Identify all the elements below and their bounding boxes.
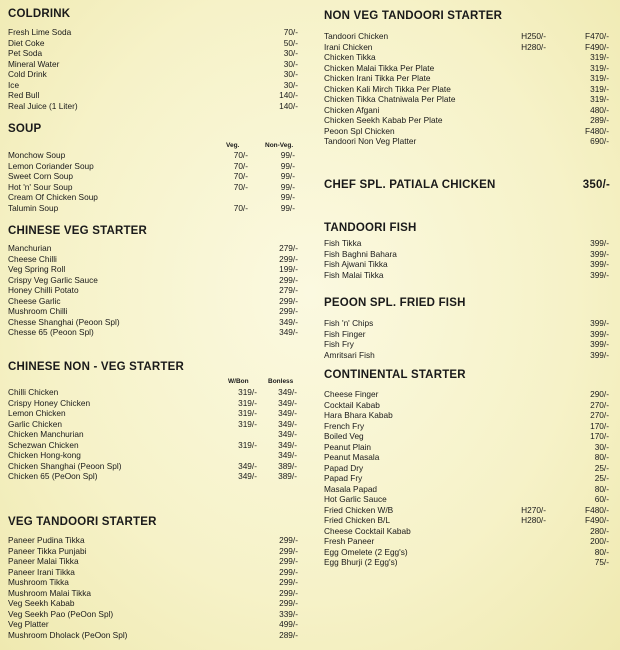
menu-item-name: Cocktail Kabab [324, 399, 380, 410]
menu-item-name: Papad Dry [324, 462, 364, 473]
menu-item [324, 547, 610, 558]
menu-item-name: Fish Ajwani Tikka [324, 259, 388, 269]
chinese-veg-list [8, 243, 298, 338]
menu-item-name: Tandoori Non Veg Platter [324, 136, 417, 146]
menu-item-price-secondary: 319/- [590, 62, 609, 73]
menu-item-name: Mineral Water [8, 58, 60, 69]
veg-tandoori-list [8, 535, 298, 640]
menu-item [8, 80, 298, 91]
menu-item-price-secondary: F480/- [585, 125, 609, 136]
menu-item-price-primary: H280/- [521, 41, 546, 52]
menu-item [8, 577, 298, 588]
menu-item-price-secondary: 80/- [594, 546, 609, 557]
menu-item-name: Papad Fry [324, 473, 363, 483]
menu-item [324, 515, 610, 526]
menu-item-price-secondary: 60/- [594, 494, 609, 504]
menu-item-price: 30/- [283, 79, 298, 90]
menu-item [8, 171, 298, 182]
menu-item-name: Cream Of Chicken Soup [8, 192, 98, 202]
menu-item-name: Mushroom Chilli [8, 306, 68, 316]
chef-special-price: 350/- [582, 179, 610, 191]
menu-item-name: Irani Chicken [324, 41, 373, 52]
menu-item-price-primary: 319/- [238, 387, 257, 397]
menu-item-price-secondary: 99/- [280, 171, 295, 181]
menu-item-name: Chicken Tikka [324, 52, 376, 62]
menu-item [324, 136, 610, 147]
menu-item [324, 259, 610, 270]
menu-item [324, 94, 610, 105]
menu-item-price: 399/- [590, 349, 609, 360]
menu-item-price-secondary: 319/- [590, 83, 609, 94]
menu-item [8, 429, 298, 440]
menu-item-price-secondary: 319/- [590, 52, 609, 62]
menu-item-price: 50/- [283, 37, 298, 48]
menu-item-name: Veg Platter [8, 619, 49, 629]
menu-item-name: Cheese Cocktail Kabab [324, 525, 411, 536]
menu-item [324, 452, 610, 463]
menu-item-name: Sweet Corn Soup [8, 171, 74, 181]
menu-item [8, 609, 298, 620]
menu-item-name: Schezwan Chicken [8, 439, 79, 450]
menu-item [8, 630, 298, 641]
menu-item-name: Red Bull [8, 90, 40, 100]
menu-item-name: Fish Finger [324, 328, 366, 339]
menu-item-price-primary: H280/- [521, 515, 546, 525]
menu-item-name: Fried Chicken W/B [324, 504, 394, 515]
menu-item-name: Mushroom Tikka [8, 577, 69, 587]
menu-item-price-secondary: 270/- [590, 399, 609, 410]
menu-item-price: 299/- [279, 535, 298, 545]
menu-item-price-secondary: F470/- [585, 31, 609, 41]
menu-item-name: Paneer Pudina Tikka [8, 535, 85, 545]
menu-item-name: Boiled Veg [324, 431, 364, 441]
menu-item-price: 349/- [279, 327, 298, 337]
menu-item-name: Mushroom Malai Tikka [8, 587, 91, 598]
menu-item-price-primary: H270/- [521, 504, 546, 515]
menu-item-price-secondary: F480/- [585, 504, 609, 515]
menu-item [324, 389, 610, 400]
menu-item-price-secondary: 480/- [590, 104, 609, 115]
menu-item [8, 264, 298, 275]
menu-item [8, 161, 298, 172]
menu-item [8, 182, 298, 193]
menu-item [8, 69, 298, 80]
menu-item [8, 101, 298, 112]
menu-item [324, 484, 610, 495]
menu-item [324, 73, 610, 84]
menu-item-price-primary: 319/- [238, 408, 257, 418]
menu-item-name: Fresh Paneer [324, 536, 375, 546]
menu-item [324, 463, 610, 474]
menu-item-price-secondary: 319/- [590, 94, 609, 104]
menu-item-price-secondary: 349/- [278, 418, 297, 429]
menu-item [8, 203, 298, 214]
menu-item-price-primary: 349/- [238, 460, 257, 471]
menu-item-price-primary: 319/- [238, 397, 257, 408]
menu-item-price: 299/- [279, 545, 298, 556]
menu-item-name: Chesse Shanghai (Peoon Spl) [8, 316, 120, 327]
menu-item-name: Hot 'n' Sour Soup [8, 181, 73, 192]
menu-item-name: Cheese Chilli [8, 253, 57, 264]
menu-item [324, 238, 610, 249]
soup-col-veg-header: Veg. [226, 142, 240, 149]
menu-item-price: 199/- [279, 264, 298, 274]
menu-item [8, 598, 298, 609]
menu-item-name: Cheese Finger [324, 389, 379, 399]
menu-item-price-secondary: 99/- [280, 202, 295, 213]
menu-item [8, 327, 298, 338]
menu-item [324, 318, 610, 329]
menu-item [324, 410, 610, 421]
menu-item-price-secondary: 75/- [594, 557, 609, 567]
menu-item-name: Chicken Irani Tikka Per Plate [324, 73, 431, 83]
menu-item-price-primary: 319/- [238, 439, 257, 450]
menu-item-price-secondary: 690/- [590, 136, 609, 146]
menu-item [8, 48, 298, 59]
menu-item [324, 442, 610, 453]
menu-item-name: Peanut Plain [324, 441, 372, 452]
section-title-chinese-veg: CHINESE VEG STARTER [8, 225, 148, 237]
menu-item-price-secondary: 289/- [590, 115, 609, 125]
soup-list [8, 150, 298, 213]
menu-item [324, 31, 610, 42]
menu-item-price-primary: 70/- [233, 171, 248, 181]
menu-item-price-secondary: F490/- [585, 41, 609, 52]
menu-item-name: Lemon Coriander Soup [8, 160, 94, 171]
menu-item [8, 398, 298, 409]
menu-item-name: French Fry [324, 420, 365, 431]
menu-item-price-secondary: 389/- [278, 460, 297, 471]
menu-item [324, 105, 610, 116]
menu-item-name: Garlic Chicken [8, 418, 62, 429]
menu-item-name: Real Juice (1 Liter) [8, 100, 78, 111]
menu-item-price: 299/- [279, 587, 298, 598]
menu-item-name: Pet Soda [8, 48, 43, 58]
menu-item-price: 140/- [279, 100, 298, 111]
menu-item [8, 588, 298, 599]
menu-item-price: 299/- [279, 306, 298, 316]
menu-item-name: Veg Spring Roll [8, 264, 66, 274]
menu-item [8, 306, 298, 317]
soup-col-nonveg-header: Non-Veg. [265, 142, 294, 149]
menu-item-price-primary: 70/- [233, 150, 248, 160]
menu-item [8, 535, 298, 546]
menu-item-price-secondary: 80/- [594, 452, 609, 462]
tandoori-fish-list [324, 238, 610, 280]
menu-item [8, 546, 298, 557]
section-title-tandoori-fish: TANDOORI FISH [324, 222, 417, 234]
menu-item-price: 299/- [279, 598, 298, 608]
menu-item-name: Chicken Malai Tikka Per Plate [324, 62, 435, 73]
menu-item-name: Masala Papad [324, 483, 378, 494]
menu-item-name: Chicken Kali Mirch Tikka Per Plate [324, 83, 451, 94]
menu-item-name: Paneer Tikka Punjabi [8, 545, 87, 556]
menu-item [8, 285, 298, 296]
section-title-fried-fish: PEOON SPL. FRIED FISH [324, 297, 466, 309]
menu-item-price-secondary: 349/- [278, 429, 297, 439]
section-title-coldrink: COLDRINK [8, 8, 71, 20]
menu-item [324, 536, 610, 547]
menu-item-name: Chilli Chicken [8, 387, 59, 397]
menu-item-price-primary: H250/- [521, 31, 546, 41]
menu-item-price: 399/- [590, 269, 609, 280]
menu-item-price-primary: 70/- [233, 160, 248, 171]
menu-item [8, 296, 298, 307]
menu-item-price-primary: 70/- [233, 181, 248, 192]
menu-item-name: Fish Fry [324, 339, 354, 349]
menu-item-name: Fried Chicken B/L [324, 515, 390, 525]
menu-item-price: 339/- [279, 608, 298, 619]
menu-item-price-secondary: 349/- [278, 439, 297, 450]
menu-item-price-secondary: 270/- [590, 410, 609, 420]
menu-item-name: Chicken Shanghai (Peoon Spl) [8, 460, 122, 471]
menu-item-name: Ice [8, 79, 20, 90]
menu-item-name: Lemon Chicken [8, 408, 66, 418]
menu-item-price: 289/- [279, 629, 298, 640]
menu-item [8, 38, 298, 49]
menu-item [8, 59, 298, 70]
menu-item-name: Cheese Garlic [8, 295, 61, 306]
menu-item [324, 505, 610, 516]
menu-item [324, 494, 610, 505]
menu-item-name: Crispy Veg Garlic Sauce [8, 274, 98, 285]
menu-item-name: Chicken 65 (PeOon Spl) [8, 471, 98, 481]
menu-item-price: 399/- [590, 238, 609, 248]
menu-item-price: 399/- [590, 259, 609, 269]
chinese-nonveg-col-wbon-header: W/Bon [228, 378, 249, 385]
menu-item-name: Veg Seekh Kabab [8, 598, 75, 608]
menu-item-price-secondary: 99/- [280, 192, 295, 202]
menu-item-price: 499/- [279, 619, 298, 629]
menu-item-price-secondary: 80/- [594, 483, 609, 494]
menu-item [324, 52, 610, 63]
menu-item-price: 279/- [279, 243, 298, 253]
menu-item-name: Paneer Irani Tikka [8, 566, 75, 577]
menu-item-price-secondary: 349/- [278, 450, 297, 460]
nonveg-tandoori-list [324, 31, 610, 147]
menu-item [324, 84, 610, 95]
menu-item-name: Paneer Malai Tikka [8, 556, 79, 566]
menu-item-price-secondary: 99/- [280, 150, 295, 160]
menu-item [8, 567, 298, 578]
menu-item-price-secondary: 170/- [590, 431, 609, 441]
menu-item [8, 150, 298, 161]
menu-item-price: 349/- [279, 316, 298, 327]
fried-fish-list [324, 318, 610, 360]
menu-item-price-primary: 349/- [238, 471, 257, 481]
menu-item [8, 440, 298, 451]
menu-item [8, 27, 298, 38]
menu-item-price-primary: 319/- [238, 418, 257, 429]
menu-item-price: 70/- [283, 27, 298, 37]
menu-item-price-primary: 70/- [233, 202, 248, 213]
menu-item [8, 317, 298, 328]
menu-item-name: Chicken Afgani [324, 104, 380, 115]
menu-item-price-secondary: 319/- [590, 73, 609, 83]
menu-item-name: Fish Malai Tikka [324, 269, 384, 280]
menu-item-price-secondary: 280/- [590, 525, 609, 536]
menu-item [324, 473, 610, 484]
menu-item-price-secondary: F490/- [585, 515, 609, 525]
menu-item-name: Chesse 65 (Peoon Spl) [8, 327, 94, 337]
menu-item [8, 556, 298, 567]
menu-item [8, 450, 298, 461]
menu-item-price: 299/- [279, 274, 298, 285]
menu-item-price: 299/- [279, 253, 298, 264]
menu-item-name: Cold Drink [8, 69, 47, 79]
menu-item-name: Chicken Manchurian [8, 429, 84, 439]
menu-item [324, 431, 610, 442]
menu-item-name: Amritsari Fish [324, 349, 375, 360]
menu-item-price-secondary: 30/- [594, 441, 609, 452]
menu-item-name: Egg Omelete (2 Egg's) [324, 546, 408, 557]
menu-item-name: Honey Chilli Potato [8, 285, 79, 295]
menu-item-price: 299/- [279, 566, 298, 577]
menu-item [324, 329, 610, 340]
menu-item-price: 399/- [590, 328, 609, 339]
menu-item [324, 421, 610, 432]
menu-item-name: Mushroom Dholack (PeOon Spl) [8, 629, 128, 640]
menu-item-name: Hara Bhara Kabab [324, 410, 393, 420]
menu-item [324, 126, 610, 137]
menu-item [324, 350, 610, 361]
menu-item-name: Chicken Tikka Chatniwala Per Plate [324, 94, 456, 104]
menu-item [8, 461, 298, 472]
menu-item [8, 243, 298, 254]
menu-item-price-secondary: 25/- [594, 462, 609, 473]
menu-item [8, 619, 298, 630]
menu-item-price: 30/- [283, 58, 298, 69]
menu-item-price: 399/- [590, 248, 609, 259]
menu-item-name: Crispy Honey Chicken [8, 397, 91, 408]
menu-item-name: Monchow Soup [8, 150, 66, 160]
menu-item-price: 279/- [279, 285, 298, 295]
menu-item [8, 408, 298, 419]
menu-item-price-secondary: 290/- [590, 389, 609, 399]
menu-item-price-secondary: 349/- [278, 387, 297, 397]
menu-item [324, 339, 610, 350]
menu-item [324, 42, 610, 53]
menu-item [324, 249, 610, 260]
menu-item-price: 399/- [590, 318, 609, 328]
menu-item-name: Chicken Seekh Kabab Per Plate [324, 115, 443, 125]
section-title-veg-tandoori: VEG TANDOORI STARTER [8, 516, 157, 528]
menu-item-price-secondary: 25/- [594, 473, 609, 483]
menu-item-name: Talumin Soup [8, 202, 59, 213]
menu-item [8, 275, 298, 286]
menu-item [8, 192, 298, 203]
menu-item-name: Fish Baghni Bahara [324, 248, 397, 259]
menu-item-price: 299/- [279, 556, 298, 566]
menu-item-price: 299/- [279, 295, 298, 306]
menu-item [324, 270, 610, 281]
menu-item-name: Fresh Lime Soda [8, 27, 72, 37]
menu-item-price-secondary: 170/- [590, 420, 609, 431]
menu-item [8, 419, 298, 430]
menu-item-price: 30/- [283, 69, 298, 79]
menu-item [324, 557, 610, 568]
menu-item-price: 299/- [279, 577, 298, 587]
menu-item-name: Veg Seekh Pao (PeOon Spl) [8, 608, 114, 619]
menu-item [324, 526, 610, 537]
coldrink-list [8, 27, 298, 111]
section-title-nonveg-tandoori: NON VEG TANDOORI STARTER [324, 10, 503, 22]
menu-item-name: Fish 'n' Chips [324, 318, 374, 328]
menu-item-price: 140/- [279, 90, 298, 100]
menu-item-price-secondary: 99/- [280, 160, 295, 171]
menu-item [8, 471, 298, 482]
menu-item-price: 30/- [283, 48, 298, 58]
continental-list [324, 389, 610, 568]
menu-item [8, 90, 298, 101]
menu-item [8, 254, 298, 265]
menu-item-name: Hot Garlic Sauce [324, 494, 387, 504]
menu-item [324, 400, 610, 411]
section-title-soup: SOUP [8, 123, 42, 135]
menu-item-name: Tandoori Chicken [324, 31, 389, 41]
menu-item-price-secondary: 349/- [278, 397, 297, 408]
menu-item-price-secondary: 99/- [280, 181, 295, 192]
chinese-nonveg-list [8, 387, 298, 482]
menu-item-price-secondary: 349/- [278, 408, 297, 418]
menu-item-name: Fish Tikka [324, 238, 362, 248]
menu-item-name: Diet Coke [8, 37, 45, 48]
menu-item-price-secondary: 200/- [590, 536, 609, 546]
section-title-continental: CONTINENTAL STARTER [324, 369, 466, 381]
menu-item-name: Peoon Spl Chicken [324, 125, 395, 136]
menu-item-name: Manchurian [8, 243, 52, 253]
menu-item-name: Peanut Masala [324, 452, 380, 462]
section-title-chinese-nonveg: CHINESE NON - VEG STARTER [8, 361, 185, 373]
menu-item [8, 387, 298, 398]
menu-item [324, 63, 610, 74]
menu-item-name: Egg Bhurji (2 Egg's) [324, 557, 398, 567]
chinese-nonveg-col-bonless-header: Bonless [268, 378, 294, 385]
menu-item [324, 115, 610, 126]
menu-item-name: Chicken Hong-kong [8, 450, 81, 460]
chef-special-title: CHEF SPL. PATIALA CHICKEN [324, 179, 496, 191]
menu-item-price-secondary: 389/- [278, 471, 297, 481]
menu-item-price: 399/- [590, 339, 609, 349]
